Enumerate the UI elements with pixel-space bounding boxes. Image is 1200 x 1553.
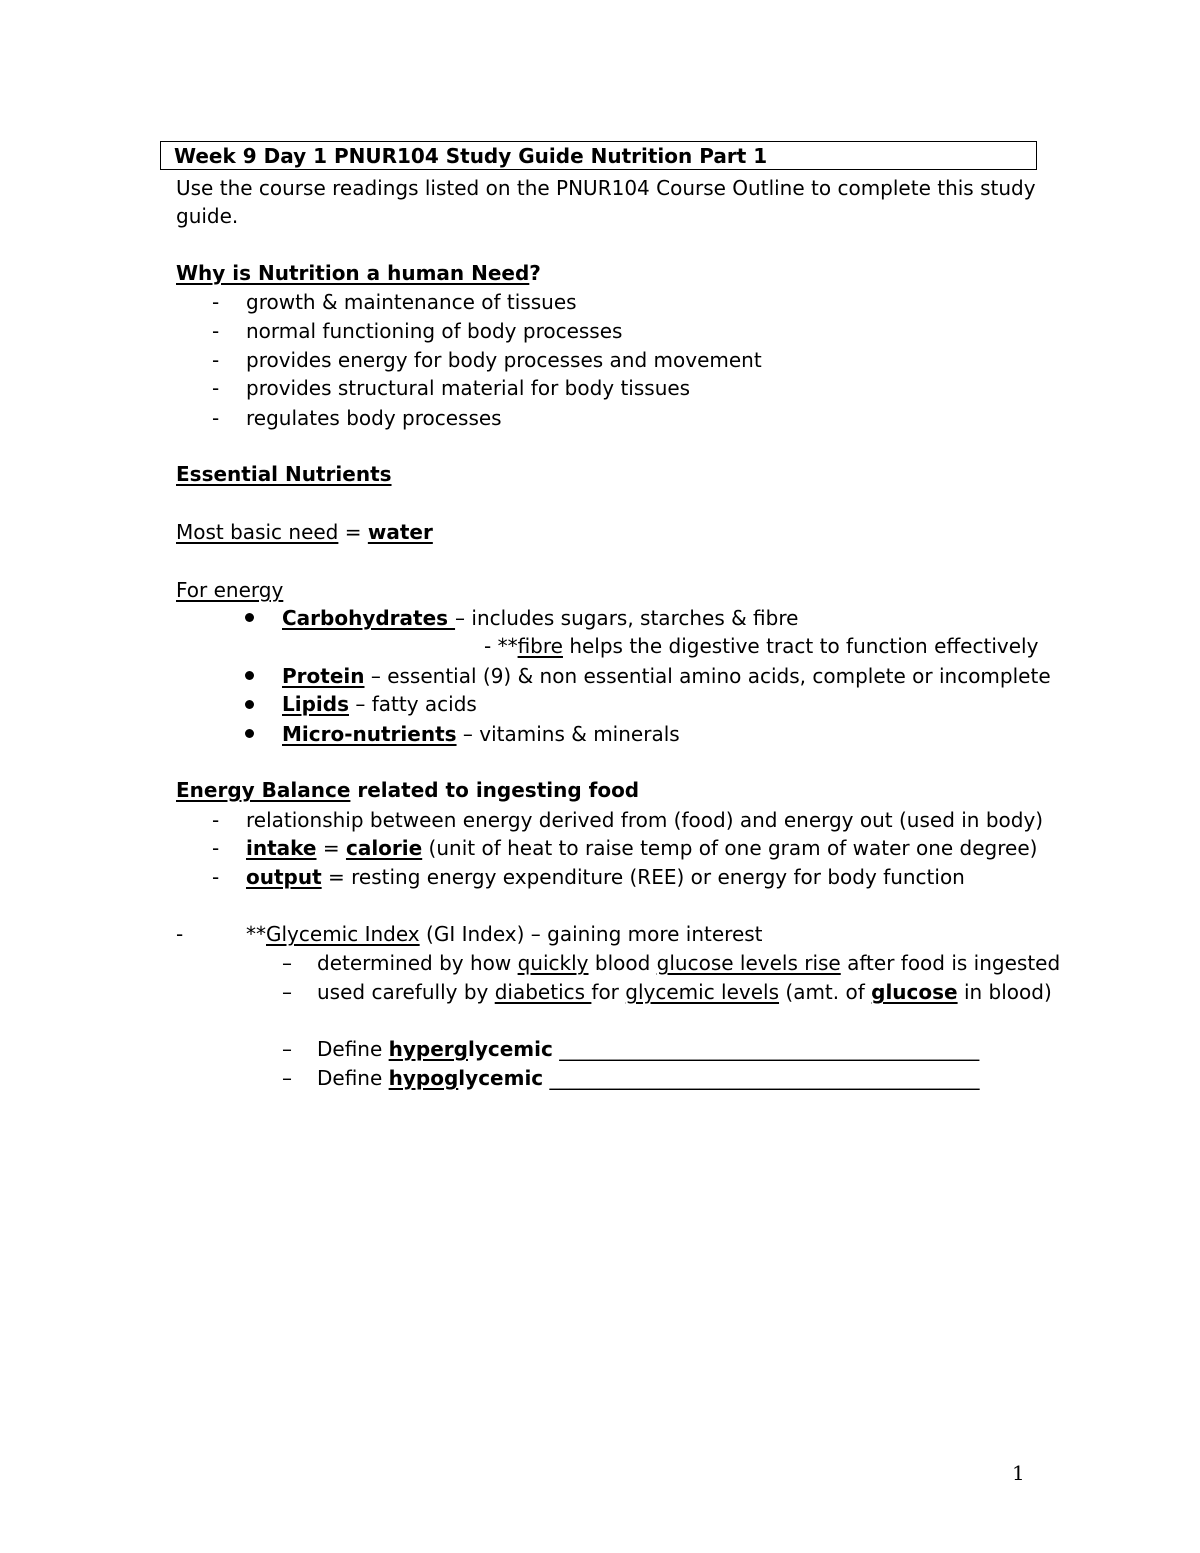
why-item-1: growth & maintenance of tissues — [246, 290, 577, 314]
dash-marker: - — [212, 376, 220, 400]
lipids-desc: – fatty acids — [349, 692, 477, 716]
intake-eq: = — [316, 836, 346, 860]
d1-b: blood — [588, 951, 657, 975]
output-term: output — [246, 865, 322, 889]
lipids-line — [282, 692, 477, 716]
balance-item-2 — [246, 836, 1037, 860]
glycemic-line — [246, 922, 763, 946]
en-dash-marker: – — [282, 1066, 292, 1090]
why-heading-qmark: ? — [529, 261, 541, 285]
basic-need-eq: = — [338, 520, 368, 544]
glycemic-desc: (GI Index) – gaining more interest — [419, 922, 763, 946]
protein-line — [282, 664, 1051, 688]
lipids-term: Lipids — [282, 692, 349, 716]
fibre-prefix: - ** — [484, 634, 518, 658]
answer-blank-2: ___________________________________________ — [543, 1066, 980, 1090]
quickly-term: quickly — [517, 951, 589, 975]
document-title: Week 9 Day 1 PNUR104 Study Guide Nutrition Part 1 — [174, 144, 768, 168]
hypo-suffix: lycemic — [458, 1066, 544, 1090]
energy-heading: For energy — [176, 578, 284, 602]
dash-marker: - — [212, 808, 220, 832]
define-hyper-line — [317, 1037, 979, 1061]
define-label: Define — [317, 1037, 389, 1061]
bullet-dot — [245, 729, 254, 738]
glycemic-term: Glycemic Index — [266, 922, 420, 946]
intake-term: intake — [246, 836, 317, 860]
carb-line — [282, 606, 798, 630]
why-item-5: regulates body processes — [246, 406, 502, 430]
carb-desc: – includes sugars, starches & fibre — [455, 606, 799, 630]
micro-desc: – vitamins & minerals — [456, 722, 680, 746]
define-hypo-line — [317, 1066, 980, 1090]
d2-c: (amt. of — [779, 980, 872, 1004]
d2-b: for — [591, 980, 626, 1004]
dash-marker: - — [176, 922, 184, 946]
carb-term: Carbohydrates — [282, 606, 456, 630]
output-desc: = resting energy expenditure (REE) or energy for body function — [321, 865, 965, 889]
micro-term: Micro-nutrients — [282, 722, 457, 746]
balance-item-1: relationship between energy derived from (food) and energy out (used in body) — [246, 808, 1044, 832]
fibre-line — [484, 634, 1038, 658]
micro-line — [282, 722, 680, 746]
essential-heading: Essential Nutrients — [176, 462, 392, 486]
define-label: Define — [317, 1066, 389, 1090]
why-item-2: normal functioning of body processes — [246, 319, 623, 343]
answer-blank-1: __________________________________________ — [552, 1037, 980, 1061]
why-heading-text: Why is Nutrition a human Need — [176, 261, 530, 285]
en-dash-marker: – — [282, 951, 292, 975]
dash-marker: - — [212, 348, 220, 372]
balance-item-3 — [246, 865, 965, 889]
d1-c: after food is ingested — [840, 951, 1061, 975]
calorie-term: calorie — [345, 836, 423, 860]
intake-desc: (unit of heat to raise temp of one gram of water one degree) — [422, 836, 1038, 860]
bullet-dot — [245, 613, 254, 622]
glycemic-detail-2 — [317, 980, 1052, 1004]
hyper-prefix: hyperg — [388, 1037, 468, 1061]
basic-need-line — [176, 520, 433, 544]
glycemic-detail-1 — [317, 951, 1060, 975]
dash-marker: - — [212, 836, 220, 860]
d2-a: used carefully by — [317, 980, 495, 1004]
en-dash-marker: – — [282, 980, 292, 1004]
hyper-suffix: lycemic — [467, 1037, 553, 1061]
intro-line-1: Use the course readings listed on the PNUR104 Course Outline to complete this study — [176, 176, 1036, 200]
dash-marker: - — [212, 865, 220, 889]
dash-marker: - — [212, 406, 220, 430]
fibre-desc: helps the digestive tract to function effectively — [562, 634, 1039, 658]
hypo-prefix: hypog — [388, 1066, 459, 1090]
glucose-rise-term: glucose levels rise — [656, 951, 841, 975]
intro-line-2: guide. — [176, 204, 239, 228]
page-number: 1 — [1012, 1461, 1025, 1485]
glucose-term: glucose — [871, 980, 958, 1004]
basic-need-value: water — [367, 520, 433, 544]
balance-heading-rest: related to ingesting food — [350, 778, 640, 802]
bullet-dot — [245, 700, 254, 709]
diabetics-term: diabetics — [494, 980, 592, 1004]
glycemic-levels-term: glycemic levels — [625, 980, 780, 1004]
why-item-4: provides structural material for body tissues — [246, 376, 691, 400]
bullet-dot — [245, 671, 254, 680]
dash-marker: - — [212, 319, 220, 343]
balance-heading-u: Energy Balance — [176, 778, 351, 802]
balance-heading — [176, 778, 639, 802]
protein-term: Protein — [282, 664, 365, 688]
fibre-term: fibre — [517, 634, 563, 658]
basic-need-label: Most basic need — [176, 520, 339, 544]
why-item-3: provides energy for body processes and movement — [246, 348, 762, 372]
why-heading — [176, 261, 541, 285]
dash-marker: - — [212, 290, 220, 314]
en-dash-marker: – — [282, 1037, 292, 1061]
d1-a: determined by how — [317, 951, 518, 975]
d2-d: in blood) — [957, 980, 1052, 1004]
protein-desc: – essential (9) & non essential amino acids, complete or incomplete — [364, 664, 1051, 688]
glycemic-prefix: ** — [246, 922, 266, 946]
